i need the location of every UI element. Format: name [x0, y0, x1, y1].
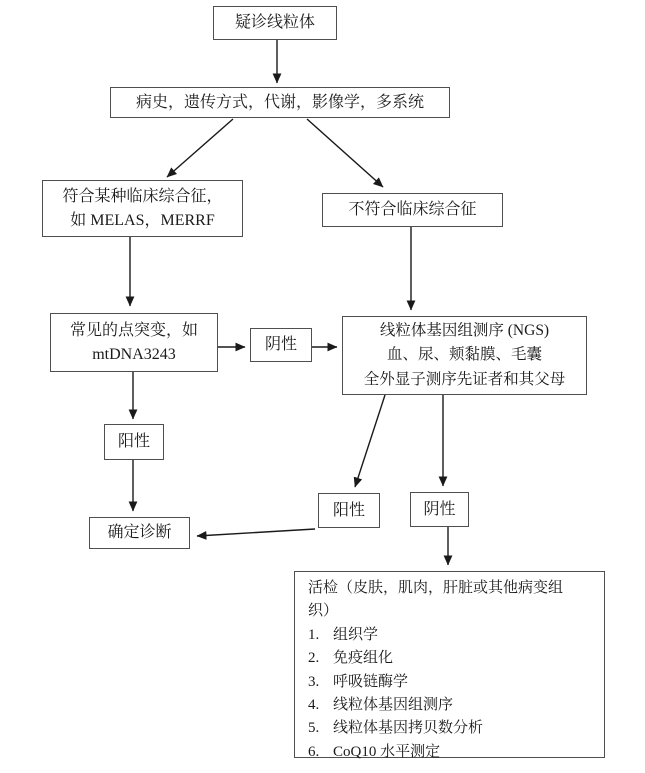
biopsy-title-line1: 活检（皮肤，肌肉，肝脏或其他病变组	[308, 580, 564, 596]
node-confirm-diagnosis-label: 确定诊断	[107, 524, 172, 542]
node-positive-result-2-label: 阳性	[332, 501, 365, 519]
arrow-workup-to-syndrome-match	[167, 119, 233, 177]
node-syndrome-match	[42, 180, 243, 237]
arrow-workup-to-no-match	[307, 119, 383, 187]
biopsy-item-3-label: 呼吸链酶学	[333, 673, 409, 690]
node-biopsy-panel	[294, 571, 605, 758]
node-history-workup	[110, 87, 450, 118]
biopsy-item-3-number: 3.	[308, 673, 320, 690]
biopsy-item-mtdna-sequencing	[308, 694, 453, 717]
arrow-ngs-to-positive2	[355, 395, 385, 487]
biopsy-item-coq10-level	[308, 741, 440, 764]
biopsy-item-1-number: 1.	[308, 626, 320, 643]
arrow-positive2-to-confirm	[197, 529, 315, 536]
node-no-syndrome-match	[322, 193, 503, 227]
biopsy-item-2-number: 2.	[308, 650, 320, 667]
node-ngs-sequencing	[342, 316, 587, 395]
biopsy-item-mtdna-copy-number	[308, 717, 483, 740]
node-ngs-line3: 全外显子测序先证者和其父母	[363, 370, 566, 388]
node-positive-result-1	[104, 424, 164, 460]
biopsy-item-6-number: 6.	[308, 743, 320, 760]
node-ngs-line2: 血、尿、颊黏膜、毛囊	[386, 346, 542, 364]
biopsy-item-2-label: 免疫组化	[333, 650, 394, 667]
biopsy-item-1-label: 组织学	[333, 626, 379, 643]
node-positive-result-2	[318, 493, 380, 528]
biopsy-item-respiratory-chain-enzymology	[308, 671, 408, 694]
node-negative-result-2	[410, 492, 469, 527]
node-confirm-diagnosis	[89, 517, 190, 549]
biopsy-item-5-number: 5.	[308, 720, 320, 737]
biopsy-item-4-number: 4.	[308, 697, 320, 714]
node-syndrome-match-line2: 如 MELAS，MERRF	[70, 211, 215, 229]
biopsy-item-histology	[308, 624, 378, 647]
node-common-point-mutation-line2: mtDNA3243	[92, 345, 176, 363]
node-common-point-mutation	[50, 313, 218, 372]
biopsy-item-immunohistochemistry	[308, 647, 393, 670]
node-no-syndrome-match-label: 不符合临床综合征	[348, 201, 477, 219]
biopsy-item-4-label: 线粒体基因组测序	[333, 697, 454, 714]
node-suspected-label: 疑诊线粒体	[234, 14, 315, 32]
node-negative-result-1	[250, 328, 312, 362]
biopsy-item-5-label: 线粒体基因拷贝数分析	[333, 720, 484, 737]
node-common-point-mutation-line1: 常见的点突变，如	[69, 322, 198, 340]
node-negative-result-2-label: 阴性	[423, 500, 456, 518]
node-positive-result-1-label: 阳性	[117, 433, 150, 451]
node-ngs-line1: 线粒体基因组测序 (NGS)	[379, 322, 550, 340]
node-suspected-mitochondrial	[213, 6, 337, 40]
biopsy-title-line2: 织）	[308, 603, 339, 620]
node-negative-result-1-label: 阴性	[264, 336, 297, 354]
node-history-workup-label: 病史，遗传方式，代谢，影像学，多系统	[135, 93, 424, 111]
node-syndrome-match-line1: 符合某种临床综合征，	[62, 188, 223, 206]
biopsy-item-6-label: CoQ10 水平测定	[333, 743, 441, 760]
